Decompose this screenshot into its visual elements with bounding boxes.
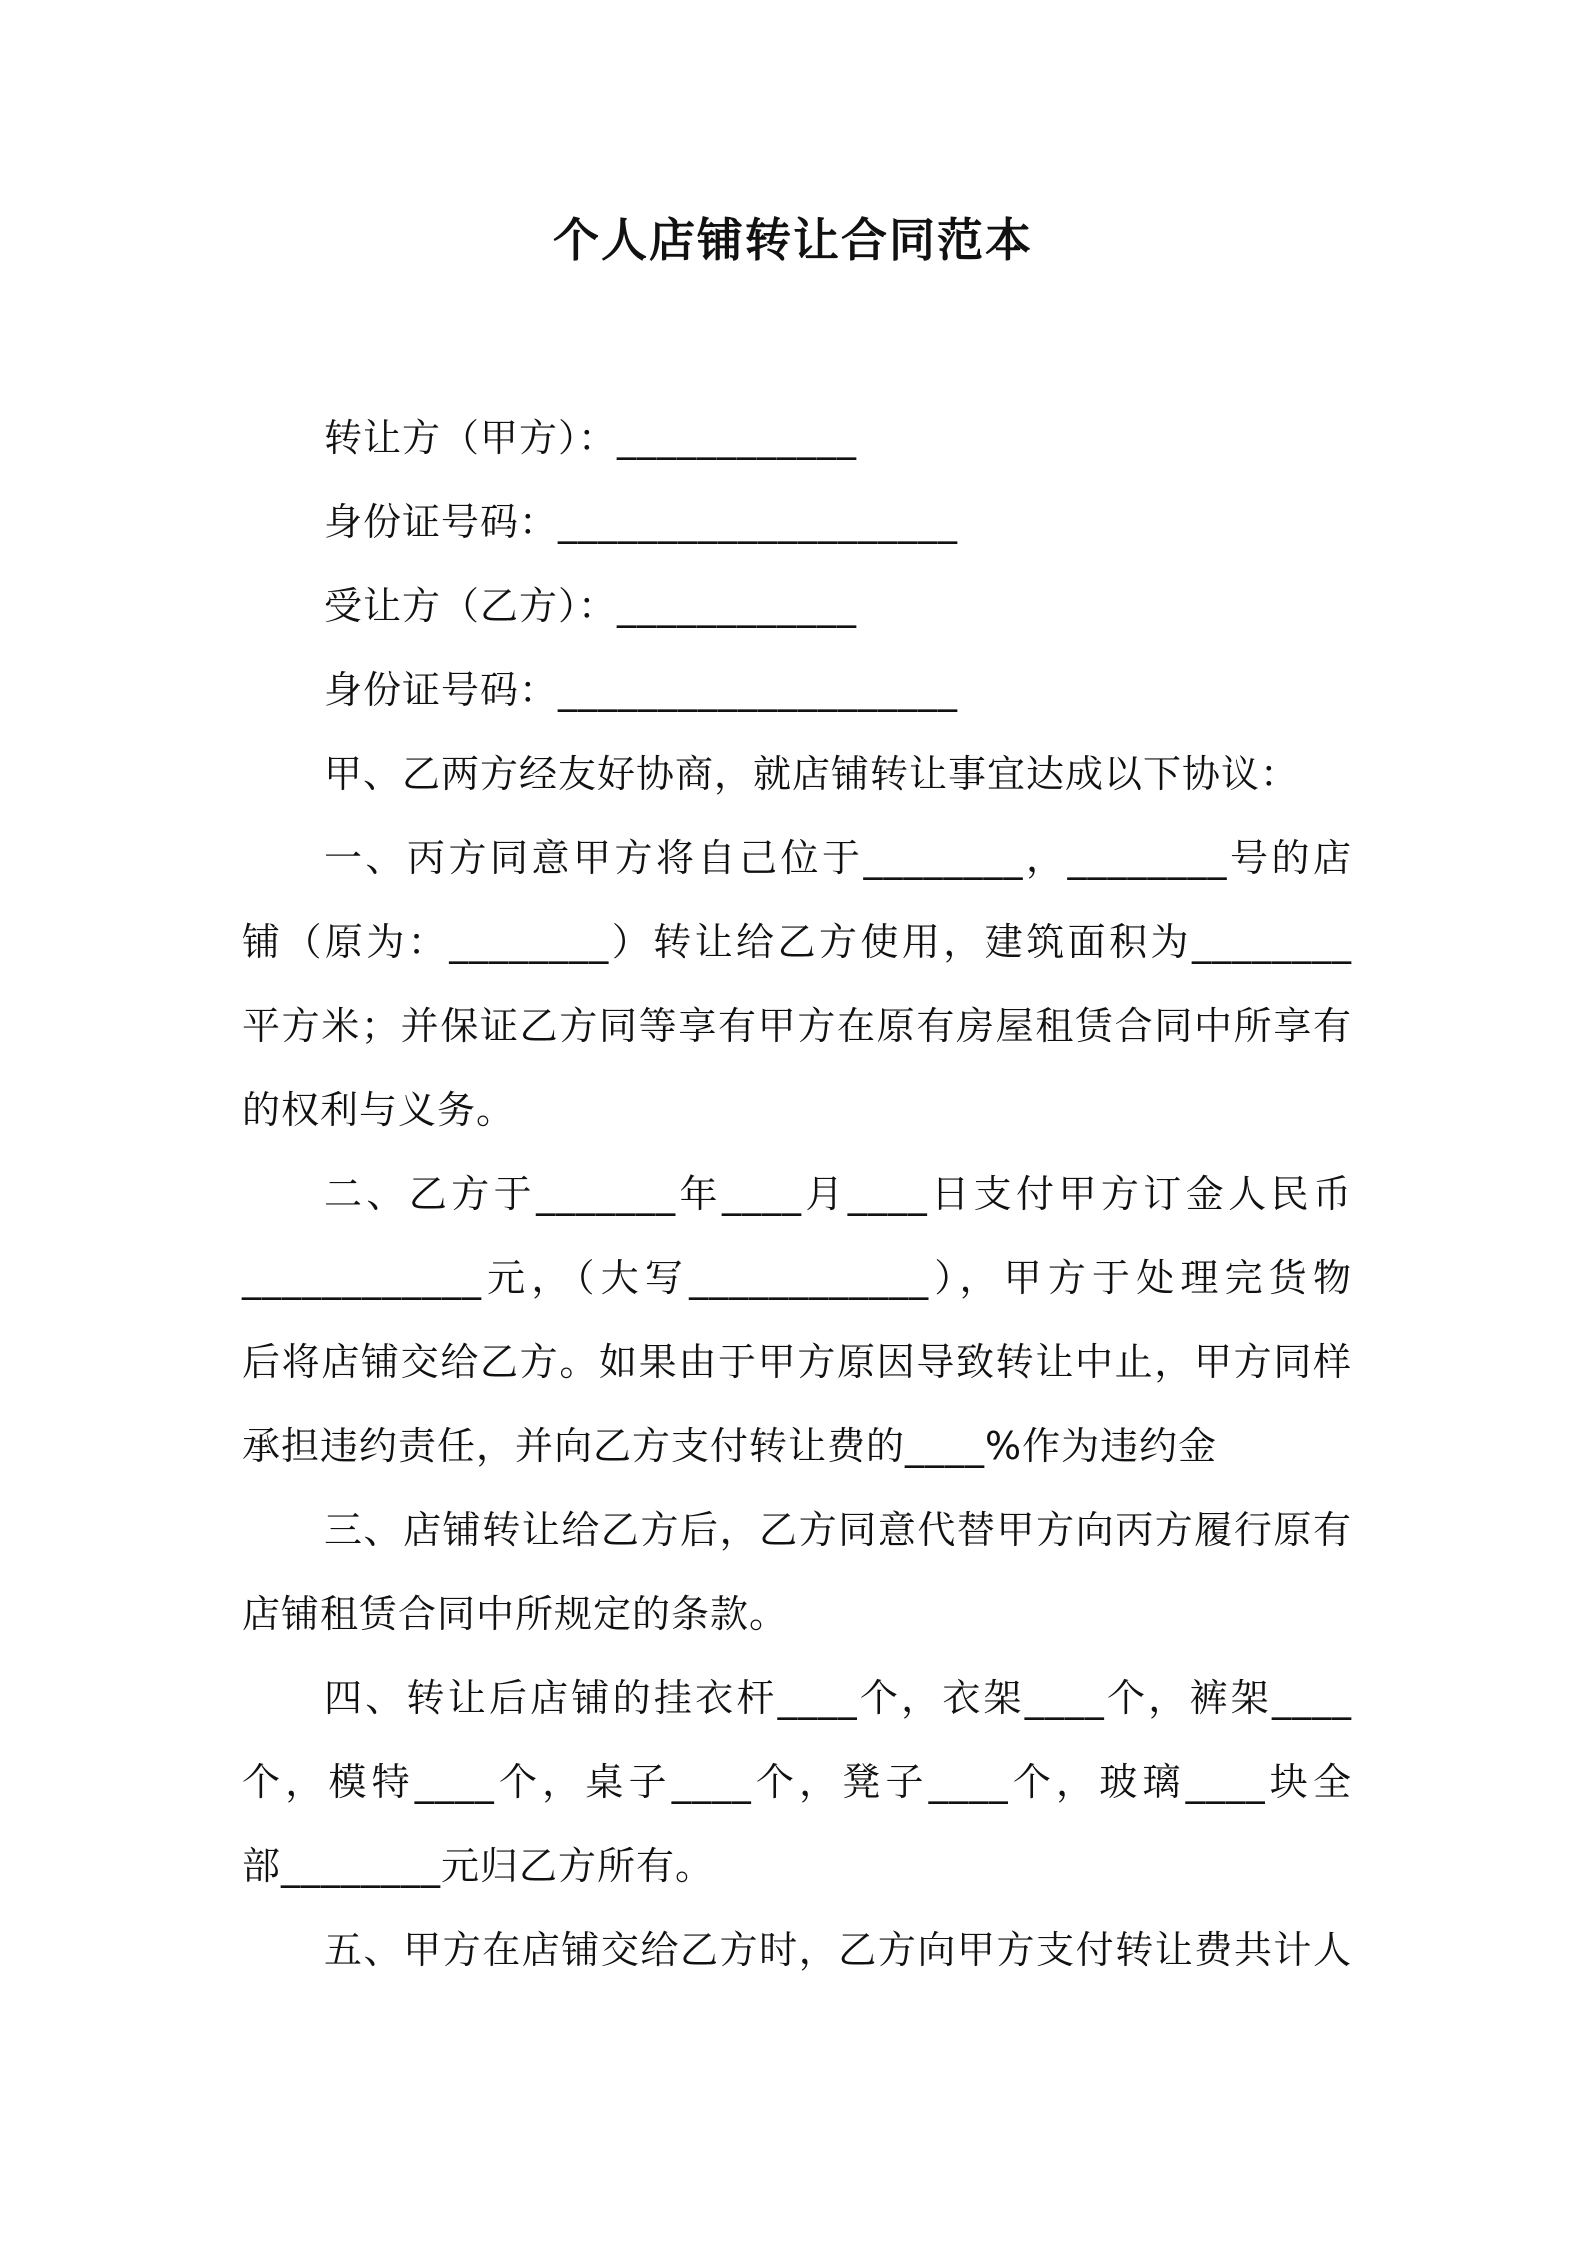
clause-4-line-3: 部________元归乙方所有。 (242, 1844, 715, 1888)
clause-2-line-3: 后将店铺交给乙方。如果由于甲方原因导致转让中止，甲方同样 (242, 1340, 1352, 1384)
agreement-intro: 甲、乙两方经友好协商，就店铺转让事宜达成以下协议： (324, 752, 1300, 796)
clause-2-line-1: 二、乙方于_______年____月____日支付甲方订金人民币 (324, 1172, 1352, 1216)
clause-5-line-1: 五、甲方在店铺交给乙方时，乙方向甲方支付转让费共计人 (324, 1928, 1352, 1972)
clause-1-line-4: 的权利与义务。 (242, 1088, 516, 1132)
transferee-line: 受让方（乙方）：____________ (324, 584, 858, 628)
clause-1-line-1: 一、丙方同意甲方将自己位于________，________号的店 (324, 836, 1352, 880)
clause-3-line-2: 店铺租赁合同中所规定的条款。 (242, 1592, 789, 1636)
transferor-line: 转让方（甲方）：____________ (324, 416, 858, 460)
clause-1-line-2: 铺（原为：________）转让给乙方使用，建筑面积为________ (242, 920, 1352, 964)
document-title: 个人店铺转让合同范本 (553, 213, 1033, 267)
clause-3-line-1: 三、店铺转让给乙方后，乙方同意代替甲方向丙方履行原有 (324, 1508, 1352, 1552)
clause-1-line-3: 平方米；并保证乙方同等享有甲方在原有房屋租赁合同中所享有 (242, 1004, 1352, 1048)
transferee-id-line: 身份证号码：____________________ (324, 668, 959, 712)
clause-2-line-2: ____________元，（大写____________），甲方于处理完货物 (242, 1256, 1352, 1300)
clause-2-line-4: 承担违约责任，并向乙方支付转让费的____%作为违约金 (242, 1424, 1218, 1468)
clause-4-line-1: 四、转让后店铺的挂衣杆____个，衣架____个，裤架____ (324, 1676, 1352, 1720)
clause-4-line-2: 个，模特____个，桌子____个，凳子____个，玻璃____块全 (242, 1760, 1352, 1804)
transferor-id-line: 身份证号码：____________________ (324, 500, 959, 544)
